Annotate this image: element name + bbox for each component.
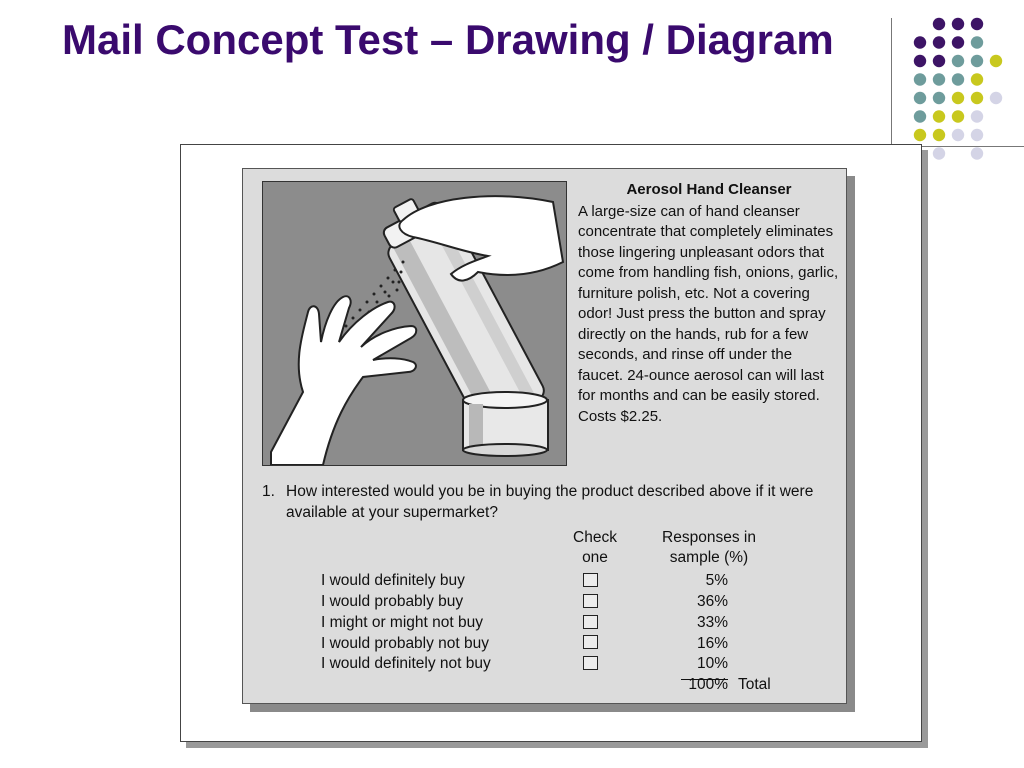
decorative-dot: [971, 18, 983, 30]
option-percent: 10%: [696, 655, 728, 672]
decorative-dot: [933, 92, 945, 104]
option-percent: 36%: [696, 593, 728, 610]
responses-header-line-2: sample (%): [669, 549, 749, 566]
decorative-dot: [971, 36, 983, 48]
product-name: Aerosol Hand Cleanser: [626, 181, 792, 198]
decorative-dot: [933, 110, 945, 122]
decorative-dot: [971, 147, 983, 159]
option-label: I would definitely buy: [321, 572, 465, 589]
option-percent: 33%: [696, 614, 728, 631]
decorative-dot: [933, 36, 945, 48]
product-description-block: [578, 180, 840, 427]
decorative-dot: [914, 55, 926, 67]
option-checkbox[interactable]: [583, 635, 598, 649]
option-checkbox[interactable]: [583, 573, 598, 587]
decorative-dot: [933, 55, 945, 67]
decorative-dot: [914, 129, 926, 141]
option-label: I would probably not buy: [321, 635, 490, 652]
check-one-header: [560, 528, 630, 568]
decorative-dot: [952, 129, 964, 141]
check-header-line-1: Check: [573, 529, 617, 546]
decorative-dot: [971, 92, 983, 104]
decorative-dot: [971, 73, 983, 85]
option-checkbox[interactable]: [583, 615, 598, 629]
option-label: I would probably buy: [321, 593, 464, 610]
option-label: I would definitely not buy: [321, 655, 491, 672]
decorative-dot: [971, 55, 983, 67]
product-description: A large-size can of hand cleanser concentrate that completely eliminates those lingering unpleasant odors that come from handling fish, onions, garlic, furniture polish, etc. Not a covering odor! Just press the button and spray directly on the hands, rub for a few seconds, and rinse off under the faucet. 24-ounce aerosol can will last for months and can be easily stored. Costs $2.25.: [578, 202, 839, 425]
decorative-dot: [952, 18, 964, 30]
question-number: 1.: [262, 483, 275, 500]
option-label: I might or might not buy: [321, 614, 483, 631]
total-percent: 100%: [688, 676, 728, 693]
decorative-dot: [971, 110, 983, 122]
decorative-dot: [952, 110, 964, 122]
decorative-dot: [914, 36, 926, 48]
check-header-line-2: one: [582, 549, 608, 566]
option-checkbox[interactable]: [583, 594, 598, 608]
decorative-dot: [952, 36, 964, 48]
option-checkbox[interactable]: [583, 656, 598, 670]
decorative-dot: [971, 129, 983, 141]
decorative-dot: [952, 55, 964, 67]
option-percent: 5%: [705, 572, 728, 589]
vertical-divider: [891, 18, 892, 146]
decorative-dot: [933, 73, 945, 85]
total-label: Total: [738, 676, 771, 693]
decorative-dot: [933, 129, 945, 141]
product-illustration: [262, 181, 567, 466]
decorative-dot: [990, 92, 1002, 104]
decorative-dot: [933, 18, 945, 30]
decorative-dot: [952, 92, 964, 104]
slide-title: Mail Concept Test – Drawing / Diagram: [62, 16, 834, 63]
decorative-dot: [914, 110, 926, 122]
decorative-dot: [990, 55, 1002, 67]
decorative-dot: [914, 73, 926, 85]
responses-header-line-1: Responses in: [662, 529, 756, 546]
decorative-dot: [933, 147, 945, 159]
can-cap-icon: [463, 392, 548, 456]
question-text: How interested would you be in buying the product described above if it were available at your supermarket?: [286, 483, 814, 521]
decorative-dot: [914, 92, 926, 104]
decorative-dot: [952, 73, 964, 85]
option-percent: 16%: [696, 635, 728, 652]
responses-header: [644, 528, 774, 568]
